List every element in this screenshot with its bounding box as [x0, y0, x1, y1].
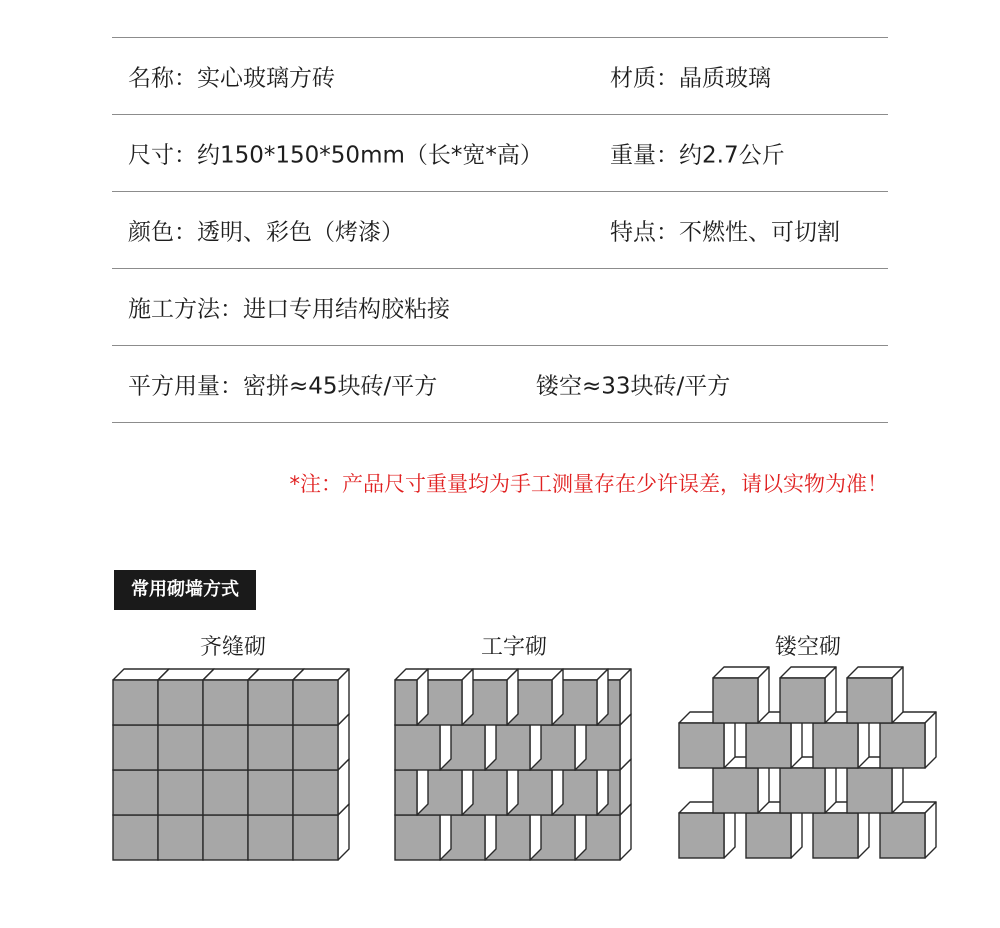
- spec-row: [112, 192, 888, 269]
- spec-color: 颜色：透明、彩色（烤漆）: [128, 219, 404, 246]
- aligned-wall-illustration: [110, 658, 360, 868]
- hollow-wall-illustration: [675, 658, 950, 868]
- spec-usage-hollow: 镂空≈33块砖/平方: [536, 373, 731, 400]
- spec-usage-dense: 平方用量：密拼≈45块砖/平方: [128, 373, 438, 400]
- spec-row: [112, 38, 888, 115]
- pattern-label-aligned: 齐缝砌: [199, 635, 267, 660]
- spec-row: [112, 115, 888, 192]
- glass-brick: [293, 669, 349, 725]
- spec-weight: 重量：约2.7公斤: [610, 142, 785, 169]
- section-title: 常用砌墙方式: [114, 570, 256, 610]
- glass-brick: [713, 667, 769, 723]
- spec-name: 名称：实心玻璃方砖: [128, 65, 335, 92]
- spec-row: [112, 269, 888, 346]
- pattern-label-running: 工字砌: [480, 635, 548, 660]
- spec-size: 尺寸：约150*150*50mm（长*宽*高）: [128, 142, 543, 169]
- pattern-label-hollow: 镂空砌: [774, 635, 842, 660]
- running-bond-wall-illustration: [392, 658, 642, 868]
- spec-material: 材质：晶质玻璃: [610, 65, 771, 92]
- glass-brick: [780, 667, 836, 723]
- glass-brick: [847, 667, 903, 723]
- glass-brick: [395, 669, 428, 725]
- spec-install-method: 施工方法：进口专用结构胶粘接: [128, 296, 450, 323]
- disclaimer-note: *注：产品尺寸重量均为手工测量存在少许误差，请以实物为准！: [289, 472, 888, 496]
- spec-row: [112, 346, 888, 423]
- spec-features: 特点：不燃性、可切割: [610, 219, 840, 246]
- spec-table: [112, 37, 888, 423]
